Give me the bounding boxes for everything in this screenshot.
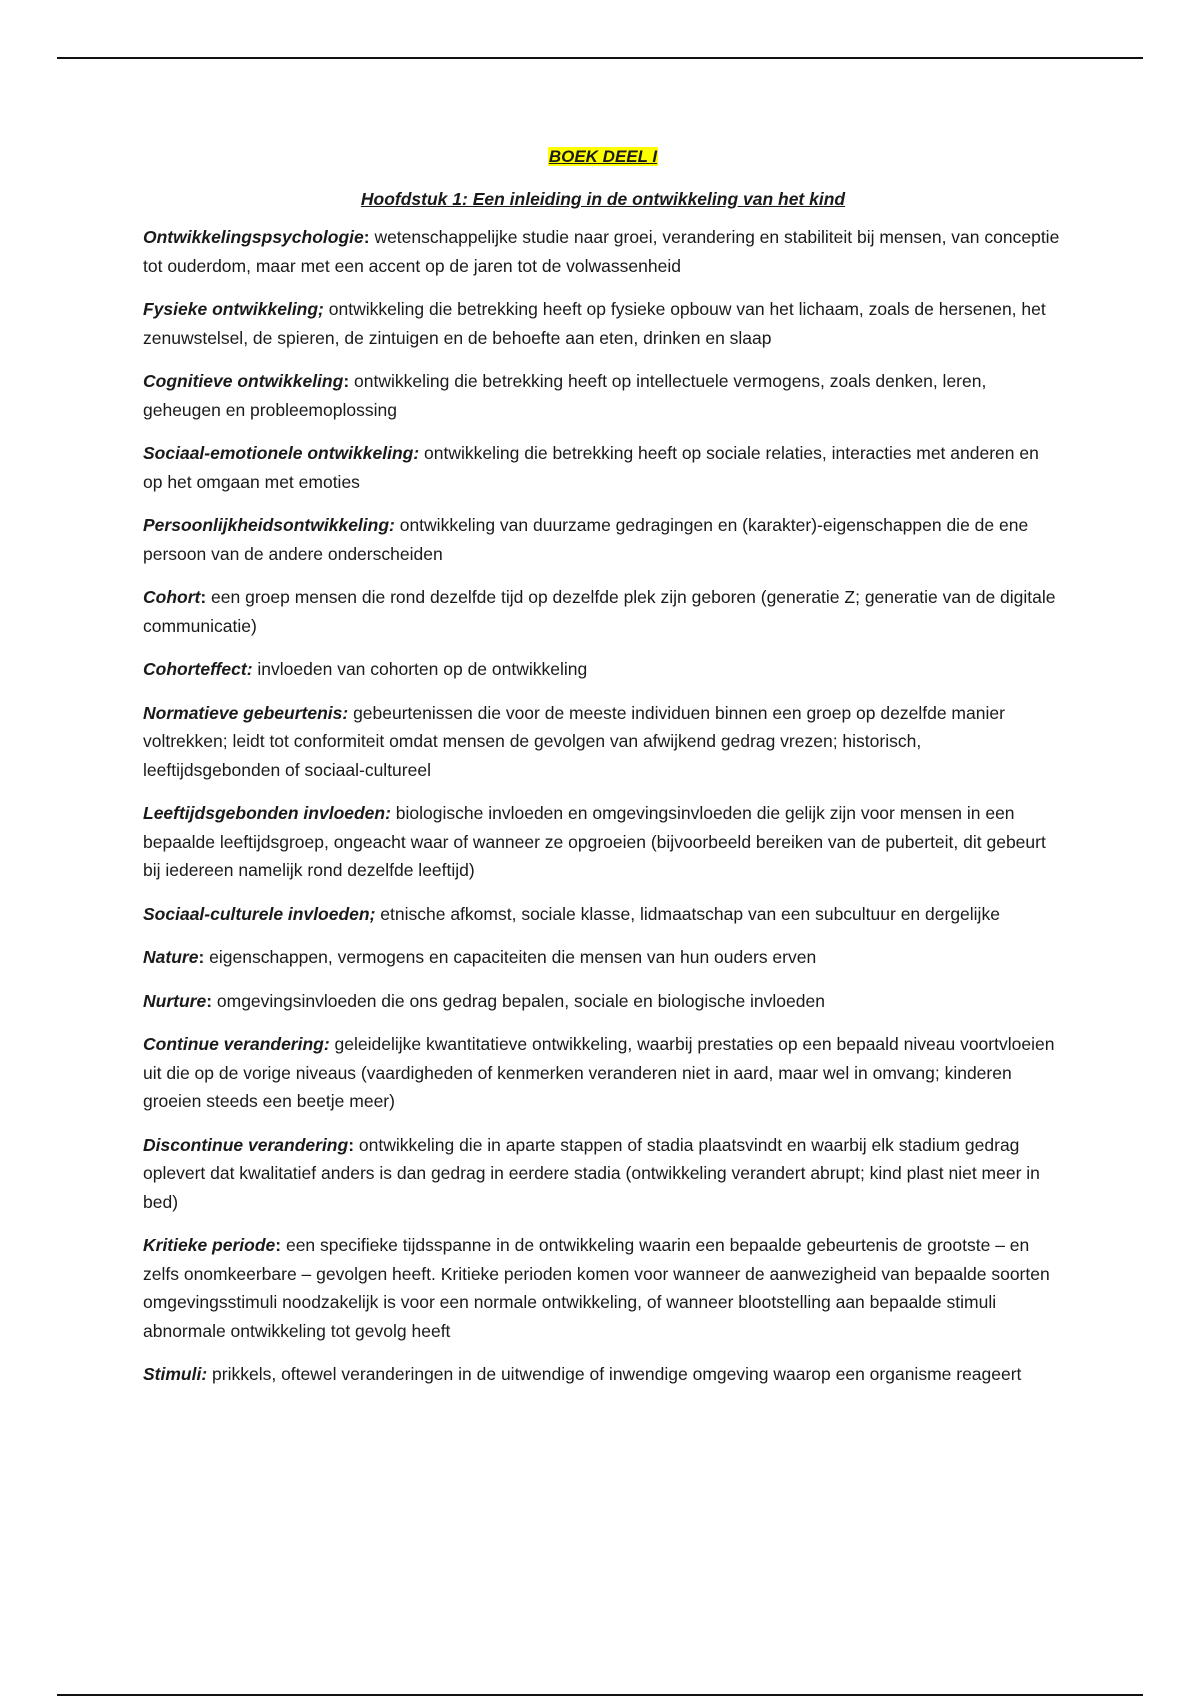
definition-entry: Cognitieve ontwikkeling: ontwikkeling die betrekking heeft op intellectuele vermogens, zoals denken, leren, geheugen en probleemoplossing <box>143 371 987 420</box>
definition-text: een groep mensen die rond dezelfde tijd op dezelfde plek zijn geboren (generatie Z; generatie van de digitale communicatie) <box>143 587 1056 636</box>
definition-entry <box>143 1360 1063 1389</box>
definition-entry <box>143 699 1063 785</box>
definition-text: prikkels, oftewel veranderingen in de uitwendige of inwendige omgeving waarop een organisme reageert <box>207 1364 1022 1384</box>
definition-text: etnische afkomst, sociale klasse, lidmaatschap van een subcultuur en dergelijke <box>375 903 1000 924</box>
definition-entry <box>143 799 1063 885</box>
header-rule <box>57 57 1143 59</box>
definition-term: Nature <box>143 947 199 967</box>
document-body <box>143 144 1063 1404</box>
definition-term: Continue verandering: <box>143 1034 330 1054</box>
footer-rule <box>57 1694 1143 1696</box>
definition-entry: Discontinue verandering: ontwikkeling die in aparte stappen of stadia plaatsvindt en waarbij elk stadium gedrag oplevert dat kwalitatief anders is dan gedrag in eerdere stadia (ontwikkeling verandert abrupt; kind plast niet meer in bed) <box>143 1134 1040 1212</box>
definition-entry <box>143 1030 1063 1116</box>
definition-text: invloeden van cohorten op de ontwikkeling <box>252 659 588 679</box>
definition-term: Cohort <box>143 587 201 607</box>
definition-text: geleidelijke kwantitatieve ontwikkeling, waarbij prestaties op een bepaald niveau voortvloeien uit die op de vorige niveaus (vaardigheden of kenmerken veranderen niet in aard, maar wel in omvang; kinderen groeien steeds een beetje meer) <box>143 1034 1055 1111</box>
book-title: BOEK DEEL I <box>548 147 658 166</box>
definition-entry <box>143 439 1063 496</box>
definition-text: wetenschappelijke studie naar groei, verandering en stabiliteit bij mensen, van conceptie tot ouderdom, maar met een accent op de jaren tot de volwassenheid <box>143 227 1060 276</box>
definition-term: Fysieke ontwikkeling; <box>143 299 324 319</box>
definition-entry: Ontwikkelingspsychologie: wetenschappelijke studie naar groei, verandering en stabiliteit bij mensen, van conceptie tot ouderdom, maar met een accent op de jaren tot de volwassenheid <box>143 227 1060 276</box>
definition-term: Sociaal-emotionele ontwikkeling: <box>143 443 420 463</box>
chapter-title: Hoofdstuk 1: Een inleiding in de ontwikkeling van het kind <box>360 189 846 209</box>
definition-term: Persoonlijkheidsontwikkeling: <box>143 515 395 535</box>
definition-entry <box>143 511 1063 568</box>
definition-term: Discontinue verandering <box>143 1134 349 1155</box>
definition-text: een specifieke tijdsspanne in de ontwikkeling waarin een bepaalde gebeurtenis de grootste – en zelfs onomkeerbare – gevolgen heeft. Kritieke perioden komen voor wanneer de aanwezigheid van bepaalde soorten omgevingsstimuli noodzakelijk is voor een normale ontwikkeling, of wanneer blootstelling aan bepaalde stimuli abnormale ontwikkeling tot gevolg heeft <box>143 1235 1050 1341</box>
definition-term: Cohorteffect: <box>143 659 253 679</box>
definition-entry: Kritieke periode: een specifieke tijdsspanne in de ontwikkeling waarin een bepaalde gebeurtenis de grootste – en zelfs onomkeerbare – gevolgen heeft. Kritieke perioden komen voor wanneer de aanwezigheid van bepaalde soorten omgevingsstimuli noodzakelijk is voor een normale ontwikkeling, of wanneer blootstelling aan bepaalde stimuli abnormale ontwikkeling tot gevolg heeft <box>143 1235 1050 1341</box>
definition-term: Leeftijdsgebonden invloeden: <box>143 803 391 823</box>
definition-entry <box>143 900 1063 929</box>
definition-entry <box>143 655 1063 684</box>
definition-text: gebeurtenissen die voor de meeste individuen binnen een groep op dezelfde manier voltrekken; leidt tot conformiteit omdat mensen de gevolgen van afwijkend gedrag vrezen; historisch, leeftijdsgebonden of sociaal-cultureel <box>143 702 1005 780</box>
definition-term: Nurture <box>143 990 207 1011</box>
definition-text: ontwikkeling die in aparte stappen of stadia plaatsvindt en waarbij elk stadium gedrag oplevert dat kwalitatief anders is dan gedrag in eerdere stadia (ontwikkeling verandert abrupt; kind plast niet meer in bed) <box>143 1134 1040 1212</box>
definition-text: ontwikkeling die betrekking heeft op fysieke opbouw van het lichaam, zoals de hersenen, het zenuwstelsel, de spieren, de zintuigen en de behoefte aan eten, drinken en slaap <box>143 299 1046 348</box>
definition-term: Ontwikkelingspsychologie <box>143 227 364 247</box>
definition-text: biologische invloeden en omgevingsinvloeden die gelijk zijn voor mensen in een bepaalde leeftijdsgroep, ongeacht waar of wanneer ze opgroeien (bijvoorbeeld bereiken van de puberteit, dit gebeurt bij iedereen namelijk rond dezelfde leeftijd) <box>143 803 1046 880</box>
definition-term: Kritieke periode <box>143 1235 276 1255</box>
definition-text: ontwikkeling die betrekking heeft op sociale relaties, interacties met anderen en op het omgaan met emoties <box>143 443 1039 492</box>
definition-entry: Cohort: een groep mensen die rond dezelfde tijd op dezelfde plek zijn geboren (generatie Z; generatie van de digitale communicatie) <box>143 587 1056 636</box>
definition-text: eigenschappen, vermogens en capaciteiten die mensen van hun ouders erven <box>204 947 817 967</box>
definition-term: Sociaal-culturele invloeden; <box>143 903 376 924</box>
definition-term: Cognitieve ontwikkeling <box>143 371 344 391</box>
definition-entry: Nature: eigenschappen, vermogens en capaciteiten die mensen van hun ouders erven <box>143 947 817 967</box>
definition-entry <box>143 295 1063 352</box>
definition-text: ontwikkeling van duurzame gedragingen en (karakter)-eigenschappen die de ene persoon van de andere onderscheiden <box>143 515 1029 564</box>
definition-text: ontwikkeling die betrekking heeft op intellectuele vermogens, zoals denken, leren, geheugen en probleemoplossing <box>143 371 987 420</box>
definition-term: Stimuli: <box>143 1364 208 1384</box>
definition-entry: Nurture: omgevingsinvloeden die ons gedrag bepalen, sociale en biologische invloeden <box>143 990 825 1011</box>
definition-text: omgevingsinvloeden die ons gedrag bepalen, sociale en biologische invloeden <box>212 990 825 1011</box>
definition-term: Normatieve gebeurtenis: <box>143 702 349 723</box>
